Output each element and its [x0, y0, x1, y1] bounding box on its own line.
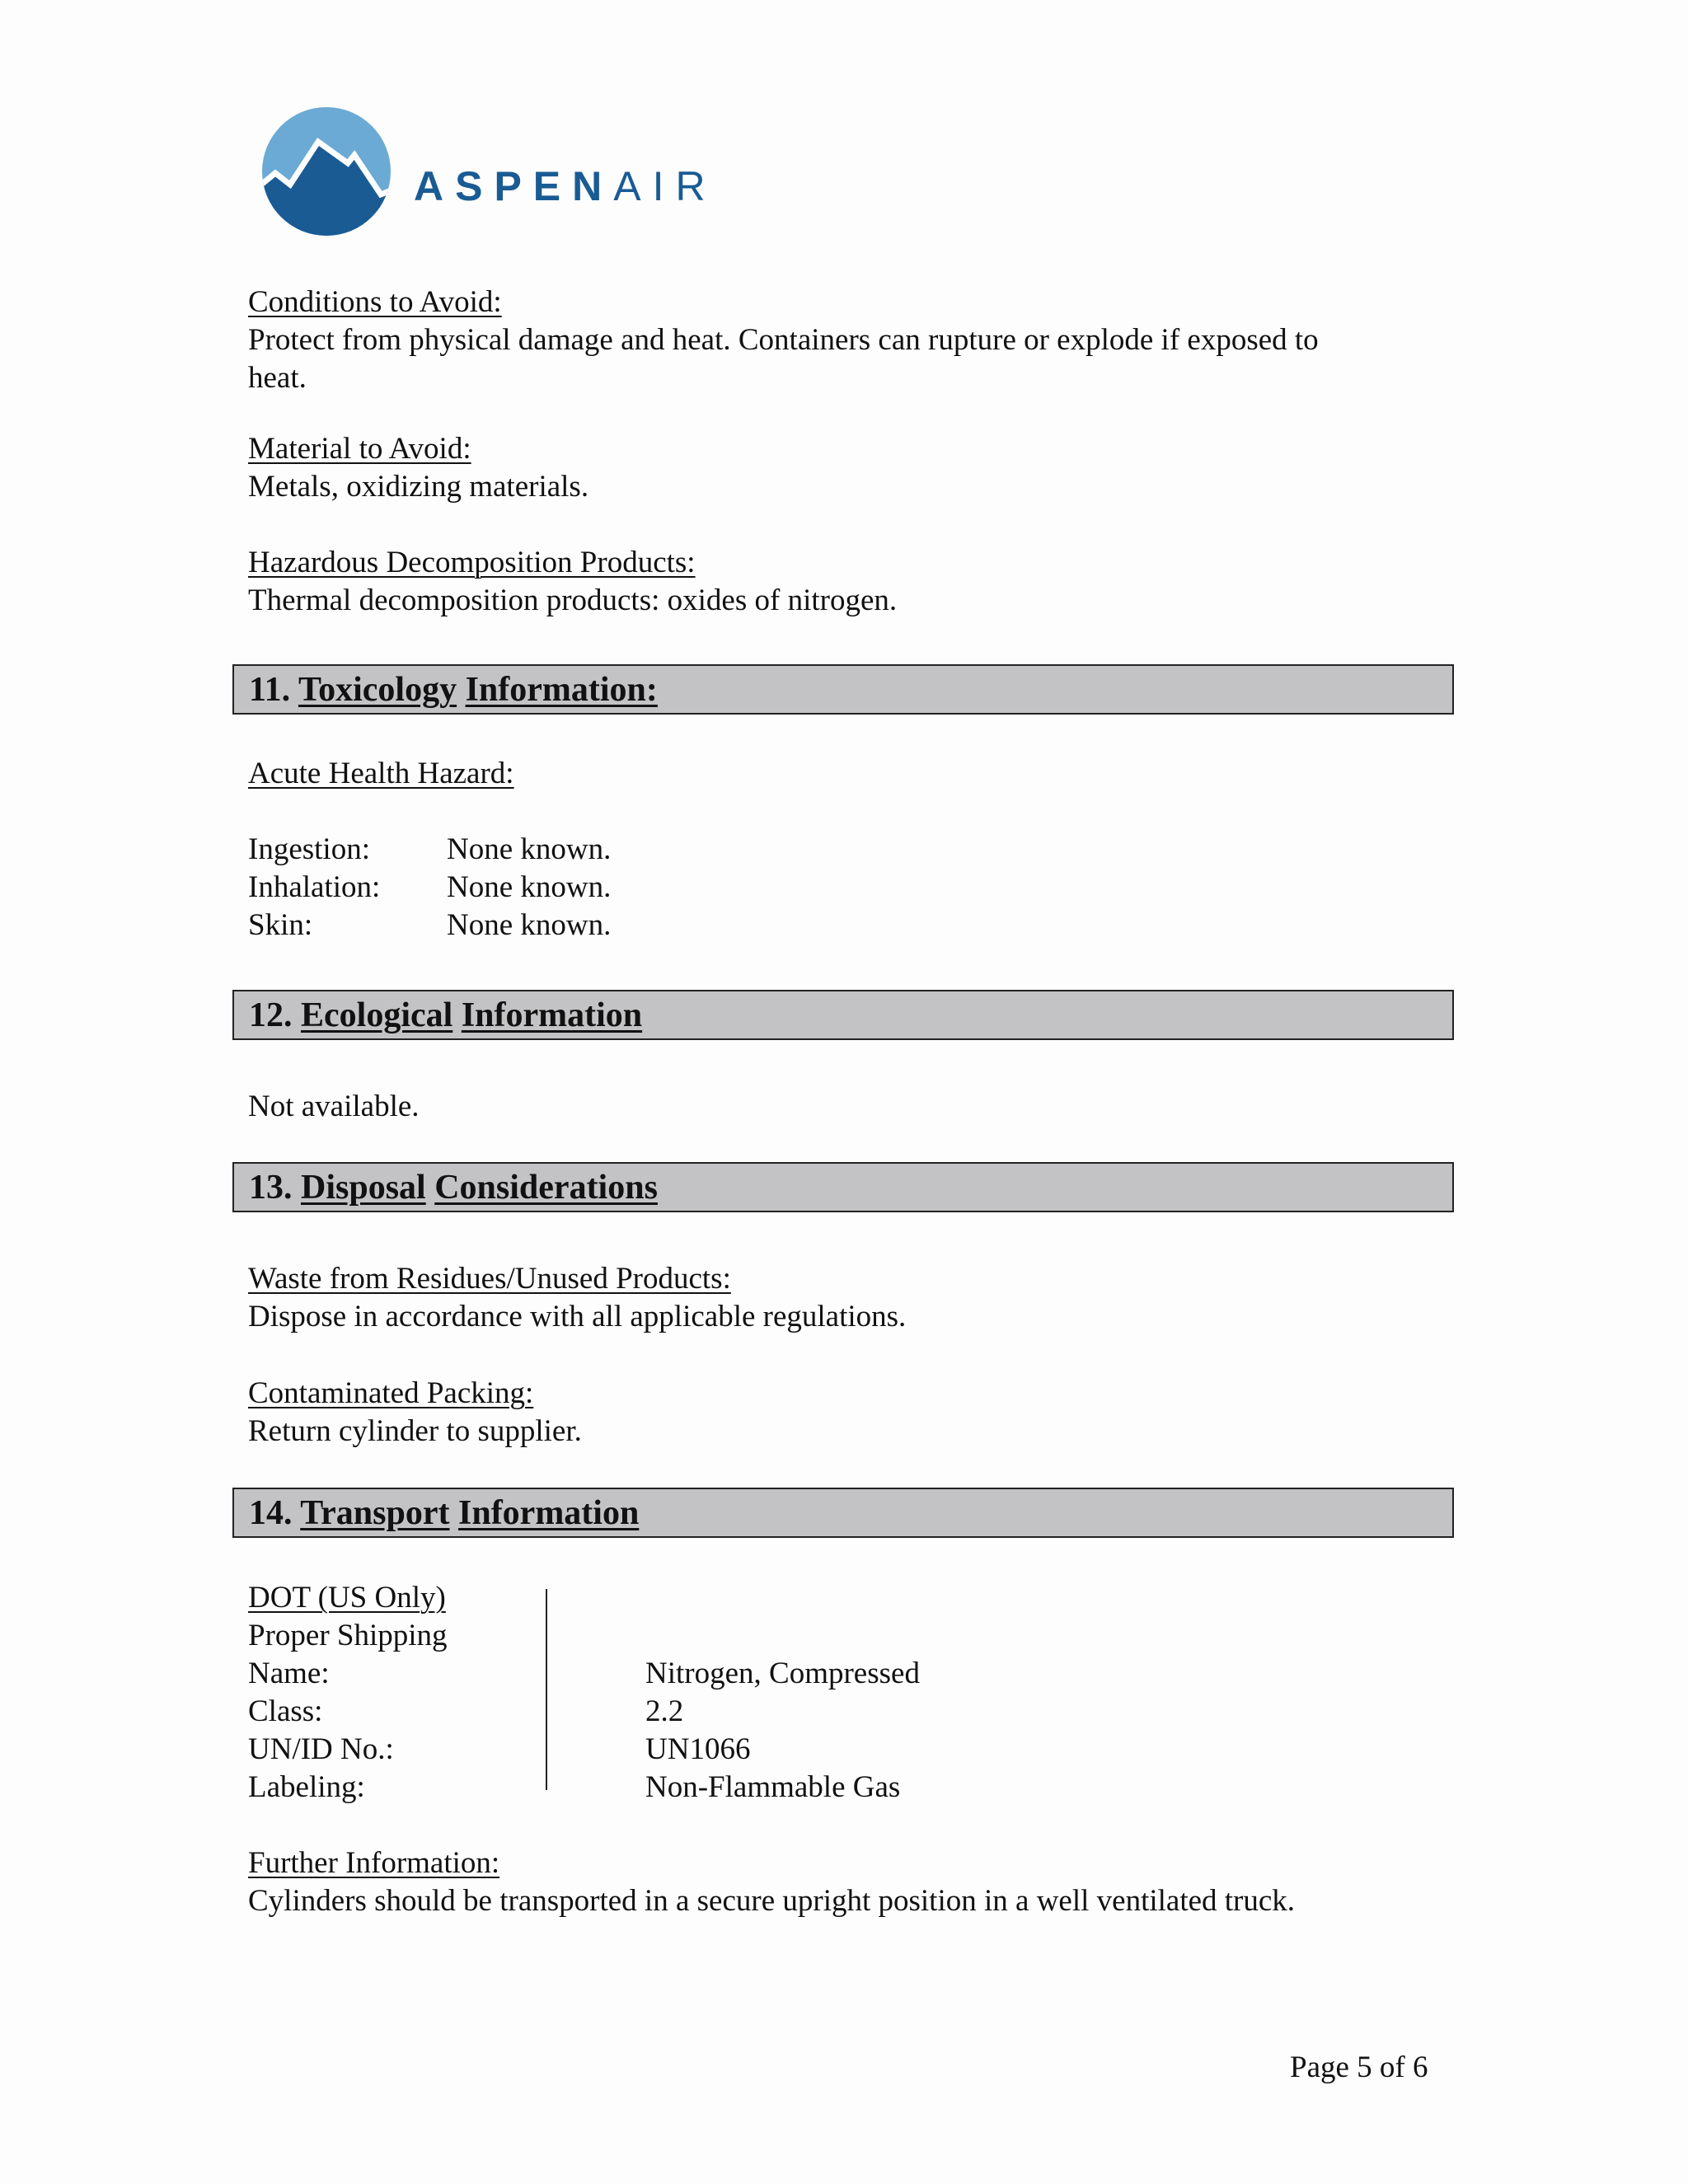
- page-number: Page 5 of 6: [1290, 2050, 1428, 2084]
- further-info-text: Cylinders should be transported in a secure upright position in a well ventilated truck.: [248, 1884, 1296, 1918]
- section-title-word: Ecological: [301, 996, 453, 1034]
- section-title-word: Information:: [465, 671, 658, 709]
- acute-health-heading: Acute Health Hazard:: [248, 757, 514, 790]
- section-14-header: [232, 1488, 1454, 1538]
- table-divider: [546, 1589, 547, 1790]
- section-13-header: [232, 1162, 1454, 1212]
- labeling-value: Non-Flammable Gas: [645, 1770, 901, 1804]
- tox-label: Inhalation:: [248, 870, 381, 904]
- decomposition-heading: Hazardous Decomposition Products:: [248, 546, 696, 579]
- section-title-word: Information: [461, 996, 643, 1034]
- section-title-word: Disposal: [301, 1169, 426, 1207]
- section-title-word: Considerations: [434, 1169, 658, 1207]
- logo-wordmark: ASPENAIR: [414, 163, 717, 209]
- unid-value: UN1066: [645, 1732, 751, 1766]
- waste-heading: Waste from Residues/Unused Products:: [248, 1262, 731, 1296]
- tox-label: Ingestion:: [248, 832, 370, 866]
- unid-label: UN/ID No.:: [248, 1732, 394, 1766]
- tox-label: Skin:: [248, 908, 313, 942]
- ecological-text: Not available.: [248, 1090, 420, 1123]
- class-label: Class:: [248, 1694, 323, 1728]
- section-number: 13.: [249, 1169, 293, 1207]
- section-11-header: [232, 664, 1454, 715]
- section-number: 12.: [249, 996, 293, 1034]
- conditions-heading: Conditions to Avoid:: [248, 285, 502, 319]
- class-value: 2.2: [645, 1694, 684, 1728]
- section-12-header: [232, 990, 1454, 1040]
- tox-value: None known.: [447, 832, 612, 866]
- shipping-value: Nitrogen, Compressed: [645, 1657, 920, 1690]
- dot-heading: DOT (US Only): [248, 1581, 446, 1615]
- packing-heading: Contaminated Packing:: [248, 1376, 534, 1410]
- material-heading: Material to Avoid:: [248, 432, 471, 466]
- conditions-line-2: heat.: [248, 361, 307, 395]
- decomposition-text: Thermal decomposition products: oxides of nitrogen.: [248, 583, 898, 617]
- material-text: Metals, oxidizing materials.: [248, 470, 589, 504]
- section-number: 14.: [249, 1494, 293, 1532]
- tox-value: None known.: [447, 870, 612, 904]
- section-title-word: Information: [457, 1494, 640, 1532]
- section-title-word: Transport: [300, 1494, 450, 1532]
- shipping-label-line-1: Proper Shipping: [248, 1619, 448, 1652]
- labeling-label: Labeling:: [248, 1770, 365, 1804]
- packing-text: Return cylinder to supplier.: [248, 1414, 582, 1448]
- tox-value: None known.: [447, 908, 612, 942]
- conditions-line-1: Protect from physical damage and heat. Containers can rupture or explode if exposed to: [248, 323, 1319, 357]
- mountain-logo-icon: [257, 105, 406, 237]
- further-info-heading: Further Information:: [248, 1846, 500, 1880]
- section-title-word: Toxicology: [298, 671, 457, 709]
- shipping-label-line-2: Name:: [248, 1657, 330, 1690]
- waste-text: Dispose in accordance with all applicable regulations.: [248, 1300, 907, 1333]
- section-number: 11.: [249, 671, 291, 709]
